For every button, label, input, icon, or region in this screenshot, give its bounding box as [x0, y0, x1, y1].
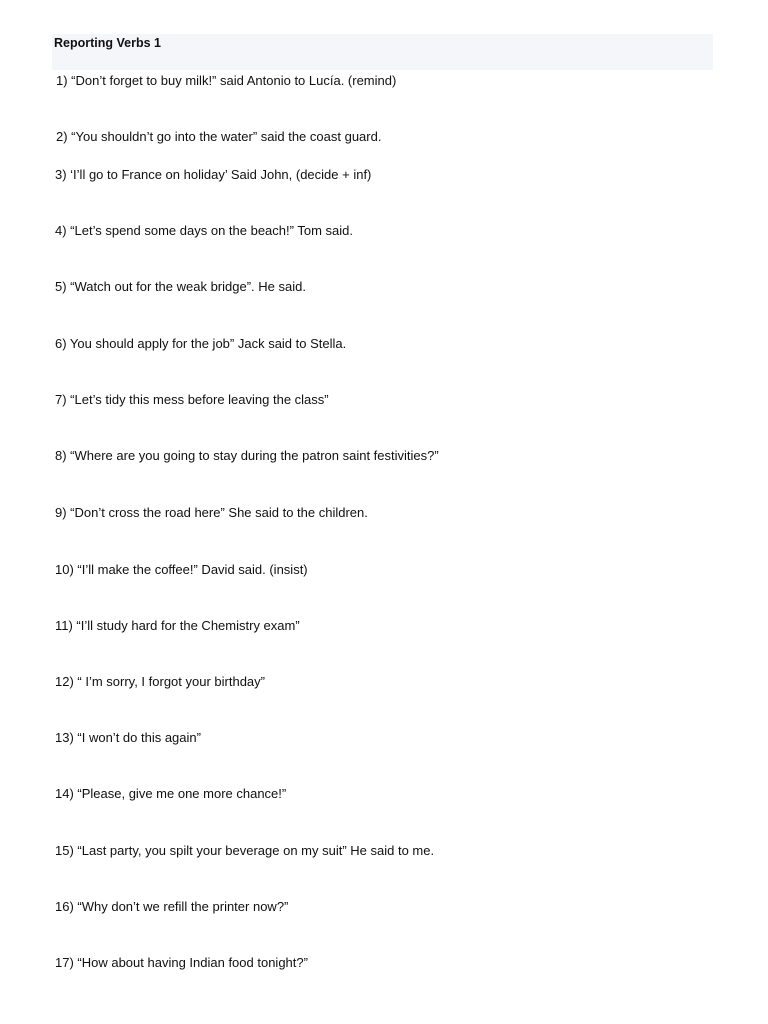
exercise-item-10: 10) “I’ll make the coffee!” David said. (insist) [55, 562, 308, 577]
exercise-item-11: 11) “I’ll study hard for the Chemistry exam” [55, 618, 300, 633]
exercise-item-1: 1) “Don’t forget to buy milk!” said Antonio to Lucía. (remind) [56, 73, 397, 88]
exercise-item-16: 16) “Why don’t we refill the printer now?” [55, 899, 289, 914]
exercise-item-13: 13) “I won’t do this again” [55, 730, 201, 745]
exercise-item-12: 12) “ I’m sorry, I forgot your birthday” [55, 674, 265, 689]
exercise-item-6: 6) You should apply for the job” Jack said to Stella. [55, 336, 347, 351]
exercise-item-8: 8) “Where are you going to stay during the patron saint festivities?” [55, 448, 439, 463]
exercise-item-5: 5) “Watch out for the weak bridge”. He said. [55, 279, 306, 294]
exercise-item-15: 15) “Last party, you spilt your beverage on my suit” He said to me. [55, 843, 435, 858]
exercise-item-2: 2) “You shouldn’t go into the water” said the coast guard. [56, 129, 382, 144]
exercise-item-14: 14) “Please, give me one more chance!” [55, 786, 287, 801]
exercise-item-7: 7) “Let’s tidy this mess before leaving the class” [55, 392, 329, 407]
document-title: Reporting Verbs 1 [54, 36, 161, 50]
exercise-item-4: 4) “Let’s spend some days on the beach!” Tom said. [55, 223, 353, 238]
exercise-item-3: 3) ‘I’ll go to France on holiday’ Said John, (decide + inf) [55, 167, 372, 182]
exercise-item-17: 17) “How about having Indian food tonight?” [55, 955, 308, 970]
exercise-item-9: 9) “Don’t cross the road here” She said to the children. [55, 505, 368, 520]
title-band [52, 34, 713, 70]
